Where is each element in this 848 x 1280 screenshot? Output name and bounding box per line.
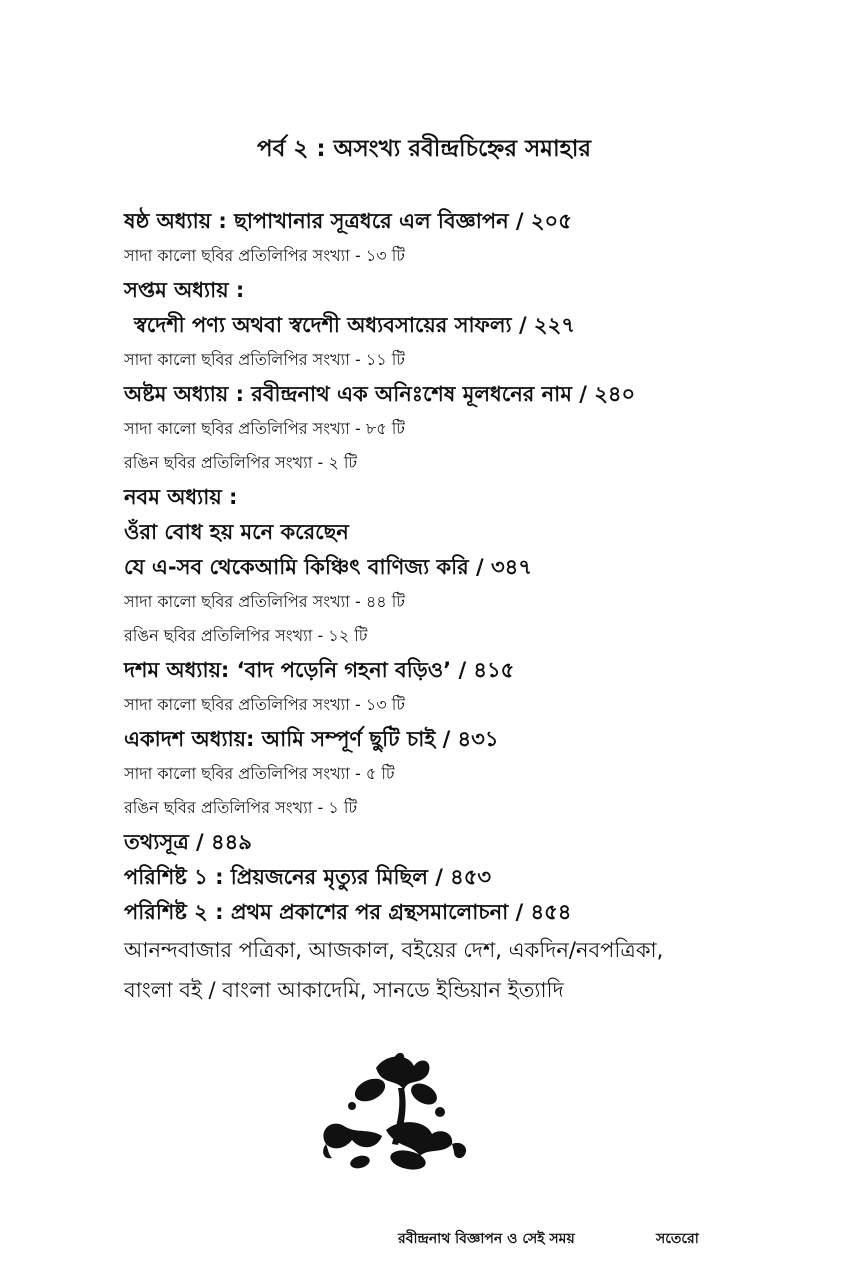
toc-heading: ষষ্ঠ অধ্যায় : ছাপাখানার সূত্রধরে এল বিজ্ঞাপন / ২০৫ — [124, 209, 572, 233]
toc-heading: তথ্যসূত্র / ৪৪৯ — [124, 830, 252, 854]
table-of-contents — [124, 204, 824, 1010]
toc-subline: সাদা কালো ছবির প্রতিলিপির সংখ্যা - ৪৪ টি — [124, 592, 406, 611]
toc-heading: স্বদেশী পণ্য অথবা স্বদেশী অধ্যবসায়ের সাফল্য / ২২৭ — [134, 313, 575, 337]
toc-heading: দশম অধ্যায়: ‘বাদ পড়েনি গহনা বড়িও’ / ৪১৫ — [124, 658, 515, 682]
toc-subline: রঙিন ছবির প্রতিলিপির সংখ্যা - ১২ টি — [124, 626, 368, 645]
toc-subline: সাদা কালো ছবির প্রতিলিপির সংখ্যা - ৫ টি — [124, 764, 395, 783]
toc-heading: একাদশ অধ্যায়: আমি সম্পূর্ণ ছুটি চাই / ৪৩১ — [124, 727, 499, 751]
part-title: পর্ব ২ : অসংখ্য রবীন্দ্রচিহ্নের সমাহার — [256, 136, 592, 162]
toc-subline: রঙিন ছবির প্রতিলিপির সংখ্যা - ১ টি — [124, 798, 358, 817]
toc-subline: সাদা কালো ছবির প্রতিলিপির সংখ্যা - ১১ টি — [124, 350, 406, 369]
page-number: সতেরো — [656, 1231, 699, 1247]
toc-heading: ওঁরা বোধ হয় মনে করেছেন — [124, 520, 349, 544]
toc-subline: সাদা কালো ছবির প্রতিলিপির সংখ্যা - ১৩ টি — [124, 695, 406, 714]
toc-subline: রঙিন ছবির প্রতিলিপির সংখ্যা - ২ টি — [124, 453, 358, 472]
toc-heading: নবম অধ্যায় : — [124, 485, 238, 509]
floral-ornament-icon — [316, 1048, 474, 1180]
toc-note: বাংলা বই / বাংলা আকাদেমি, সানডে ইন্ডিয়ান ইত্যাদি — [124, 978, 564, 1002]
toc-heading: যে এ-সব থেকেআমি কিঞ্চিৎ বাণিজ্য করি / ৩৪৭ — [124, 555, 532, 579]
toc-heading: পরিশিষ্ট ১ : প্রিয়জনের মৃত্যুর মিছিল / ৪৫৩ — [124, 865, 492, 889]
toc-note: আনন্দবাজার পত্রিকা, আজকাল, বইয়ের দেশ, একদিন/নবপত্রিকা, — [124, 938, 664, 962]
toc-heading: অষ্টম অধ্যায় : রবীন্দ্রনাথ এক অনিঃশেষ মূলধনের নাম / ২৪০ — [124, 382, 636, 406]
running-book-title: রবীন্দ্রনাথ বিজ্ঞাপন ও সেই সময় — [398, 1231, 575, 1247]
page-footer — [398, 1227, 818, 1251]
toc-heading: সপ্তম অধ্যায় : — [124, 278, 245, 302]
toc-heading: পরিশিষ্ট ২ : প্রথম প্রকাশের পর গ্রন্থসমালোচনা / ৪৫৪ — [124, 900, 572, 924]
toc-subline: সাদা কালো ছবির প্রতিলিপির সংখ্যা - ১৩ টি — [124, 246, 406, 265]
toc-subline: সাদা কালো ছবির প্রতিলিপির সংখ্যা - ৮৫ টি — [124, 419, 406, 438]
